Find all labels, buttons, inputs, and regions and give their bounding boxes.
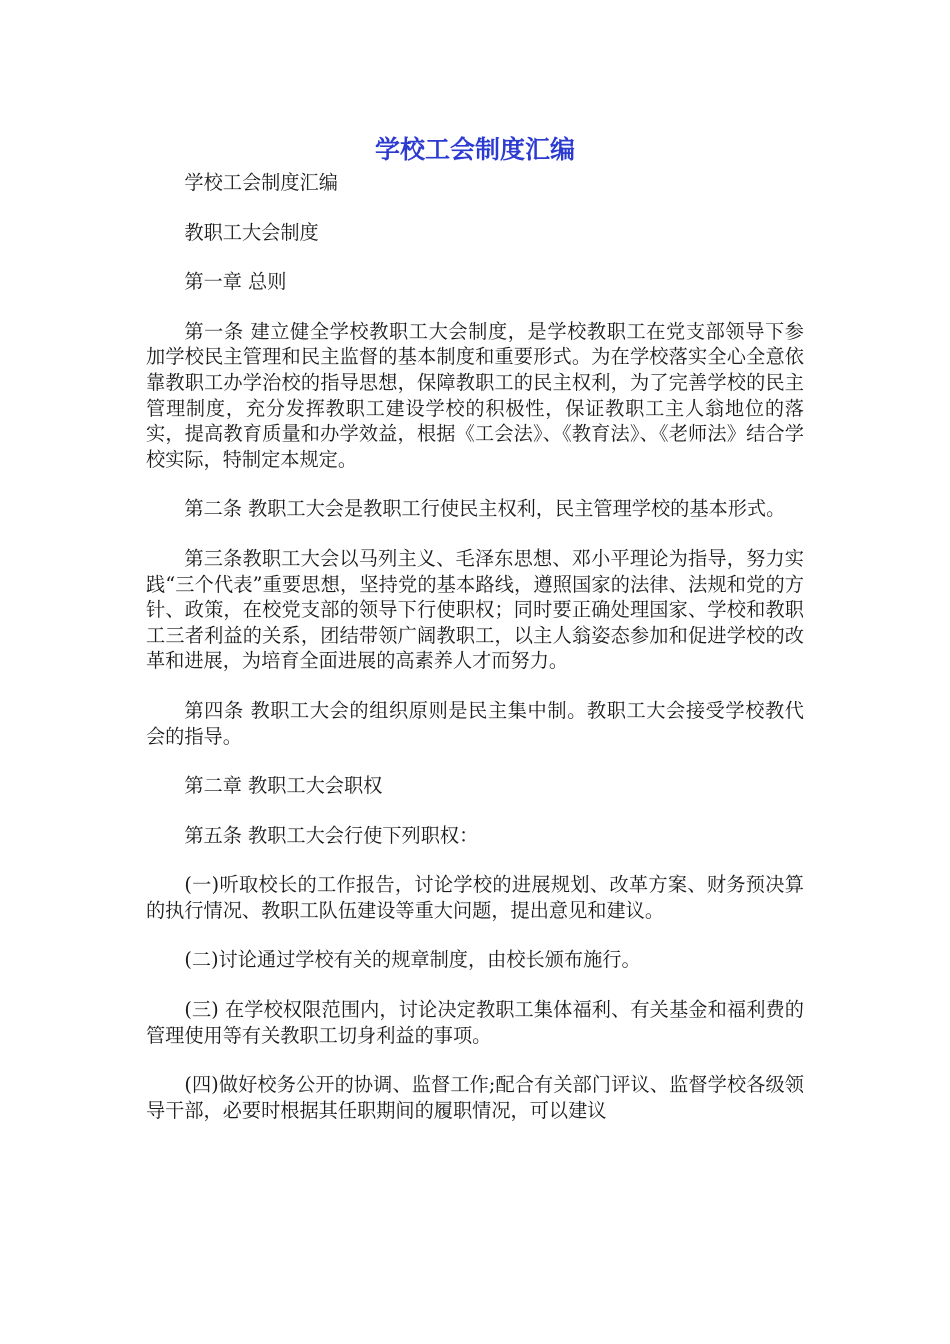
- paragraph-article-5: 第五条 教职工大会行使下列职权：: [184, 823, 479, 847]
- paragraph-article-3: 第三条教职工大会以马列主义、毛泽东思想、邓小平理论为指导，努力实践“三个代表”重要思想，坚持党的基本路线，遵照国家的法律、法规和党的方针、政策，在校党支部的领导下行使职权；同时要正确处理国家、学校和教职工三者利益的关系，团结带领广阔教职工，以主人翁姿态参加和促进学校的改革和进展，为培育全面进展的高素养人才而努力。: [146, 546, 804, 673]
- paragraph-item-4: (四)做好校务公开的协调、监督工作;配合有关部门评议、监督学校各级领导干部，必要时根据其任职期间的履职情况，可以建议: [146, 1073, 804, 1122]
- paragraph-chapter-2: 第二章 教职工大会职权: [184, 774, 383, 798]
- paragraph-chapter-1: 第一章 总则: [184, 270, 287, 294]
- paragraph-item-3: (三) 在学校权限范围内，讨论决定教职工集体福利、有关基金和福利费的管理使用等有关教职工切身利益的事项。: [146, 998, 804, 1047]
- paragraph-doc-heading: 学校工会制度汇编: [184, 171, 338, 194]
- paragraph-item-1: (一)听取校长的工作报告，讨论学校的进展规划、改革方案、财务预决算的执行情况、教职工队伍建设等重大问题，提出意见和建议。: [146, 873, 804, 922]
- paragraph-article-1: 第一条 建立健全学校教职工大会制度，是学校教职工在党支部领导下参加学校民主管理和民主监督的基本制度和重要形式。为在学校落实全心全意依靠教职工办学治校的指导思想，保障教职工的民主权利，为了完善学校的民主管理制度，充分发挥教职工建设学校的积极性，保证教职工主人翁地位的落实，提高教育质量和办学效益，根据《工会法》、《教育法》、《老师法》结合学校实际，特制定本规定。: [146, 319, 804, 471]
- paragraph-article-2: 第二条 教职工大会是教职工行使民主权利，民主管理学校的基本形式。: [184, 497, 786, 521]
- document-body: [146, 170, 804, 1123]
- paragraph-article-4: 第四条 教职工大会的组织原则是民主集中制。教职工大会接受学校教代会的指导。: [146, 698, 804, 748]
- paragraph-section-title: 教职工大会制度: [184, 220, 319, 244]
- paragraph-item-2: (二)讨论通过学校有关的规章制度，由校长颁布施行。: [184, 948, 641, 972]
- document-title: 学校工会制度汇编: [374, 135, 575, 164]
